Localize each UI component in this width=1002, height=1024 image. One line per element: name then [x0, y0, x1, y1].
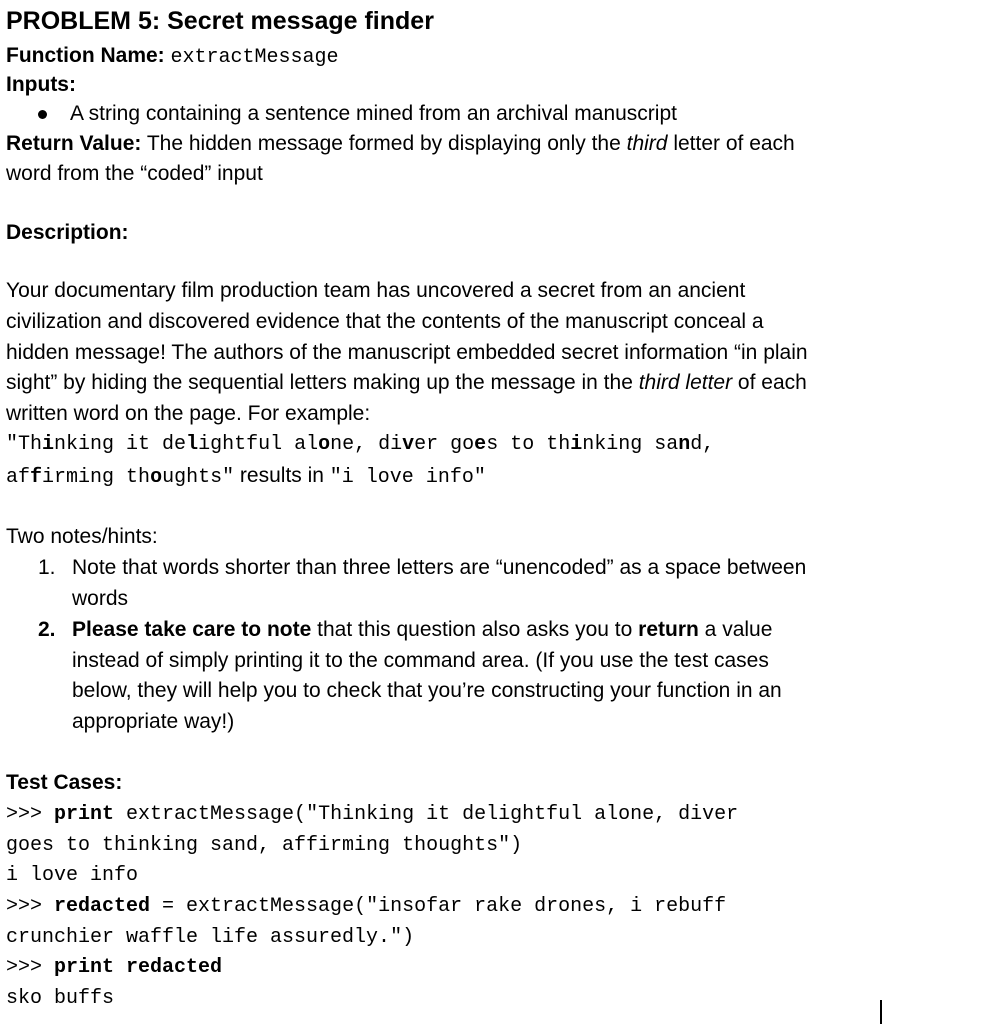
test-code-line: goes to thinking sand, affirming thoughts") — [6, 834, 523, 857]
test-code-line: >>> redacted = extractMessage("insofar rake drones, i rebuff — [6, 895, 727, 918]
note-2-line: appropriate way!) — [72, 710, 235, 733]
test-code-line: >>> print redacted — [6, 956, 223, 979]
test-output-line: i love info — [6, 864, 139, 887]
test-cases-label: Test Cases: — [6, 771, 123, 794]
page-title: PROBLEM 5: Secret message finder — [6, 7, 434, 35]
note-1-line: Note that words shorter than three letters are “unencoded” as a space between — [72, 556, 807, 579]
notes-label: Two notes/hints: — [6, 525, 158, 548]
example-code-line: affirming thoughts" results in "i love info" — [6, 464, 486, 489]
bullet-icon — [38, 110, 47, 119]
description-paragraph-line: Your documentary film production team has uncovered a secret from an ancient — [6, 279, 746, 302]
example-code-line: "Thinking it delightful alone, diver goes to thinking sand, — [6, 433, 715, 456]
inputs-label: Inputs: — [6, 73, 76, 96]
note-2-line: below, they will help you to check that you’re constructing your function in an — [72, 679, 782, 702]
return-value-label: Return Value: — [6, 132, 142, 155]
note-2-line: Please take care to note that this question also asks you to return a value — [72, 618, 773, 641]
description-paragraph-line: written word on the page. For example: — [6, 402, 371, 425]
description-paragraph-line: civilization and discovered evidence that the contents of the manuscript conceal a — [6, 310, 764, 333]
input-item: A string containing a sentence mined from an archival manuscript — [70, 102, 677, 125]
test-code-line: crunchier waffle life assuredly.") — [6, 926, 415, 949]
note-number: 2. — [38, 618, 56, 641]
description-paragraph-line: hidden message! The authors of the manuscript embedded secret information “in plain — [6, 341, 808, 364]
return-value-line2: word from the “coded” input — [6, 162, 263, 185]
function-name-value: extractMessage — [170, 46, 339, 69]
test-output-line: sko buffs — [6, 987, 115, 1010]
note-1-line: words — [72, 587, 129, 610]
description-paragraph-line: sight” by hiding the sequential letters making up the message in the third letter of each — [6, 371, 807, 394]
test-code-line: >>> print extractMessage("Thinking it delightful alone, diver — [6, 803, 739, 826]
function-name-row — [6, 43, 339, 71]
function-name-label: Function Name: — [6, 44, 165, 67]
note-2-line: instead of simply printing it to the command area. (If you use the test cases — [72, 649, 769, 672]
note-number: 1. — [38, 556, 56, 579]
description-label: Description: — [6, 221, 129, 244]
return-value-row: Return Value: The hidden message formed by displaying only the third letter of each — [6, 132, 795, 155]
text-cursor — [880, 1000, 882, 1024]
